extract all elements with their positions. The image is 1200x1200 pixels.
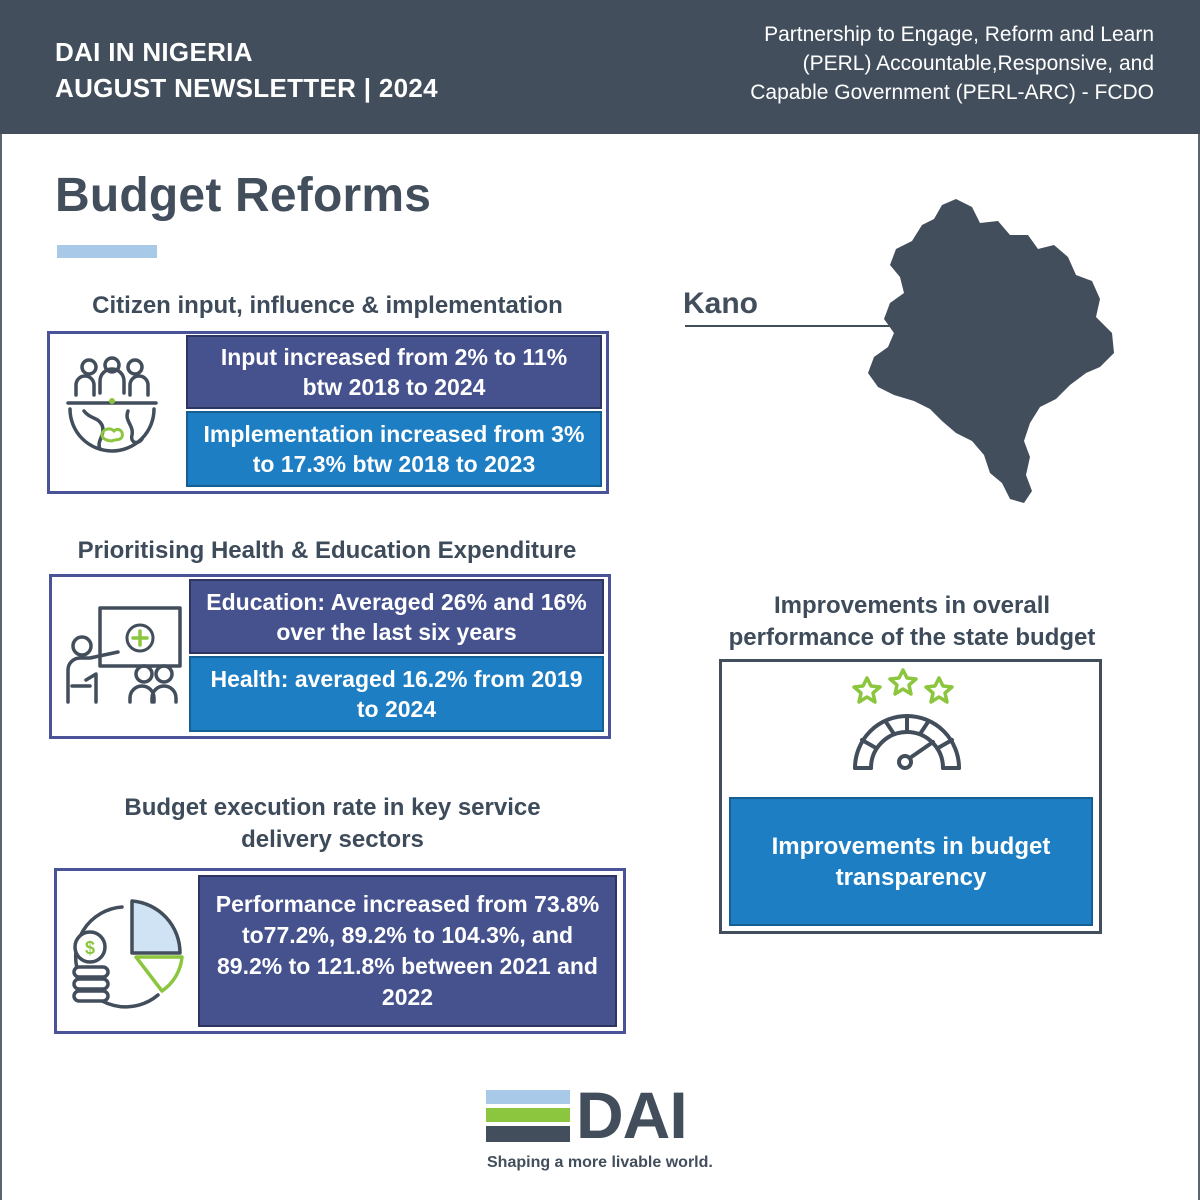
budget-transparency-box: Improvements in budget transparency bbox=[729, 797, 1093, 926]
education-stat: Education: Averaged 26% and 16% over the last six years bbox=[189, 579, 604, 654]
citizen-implementation-stat: Implementation increased from 3% to 17.3% btw 2018 to 2023 bbox=[186, 411, 602, 487]
health-education-heading: Prioritising Health & Education Expenditure bbox=[77, 537, 577, 564]
header-line-1: DAI IN NIGERIA bbox=[55, 37, 253, 67]
dai-logo-bars bbox=[486, 1090, 570, 1144]
header-line-2: AUGUST NEWSLETTER | 2024 bbox=[55, 73, 438, 103]
page-title: Budget Reforms bbox=[55, 169, 432, 222]
program-line-2: (PERL) Accountable,Responsive, and bbox=[802, 52, 1154, 75]
citizen-input-stat: Input increased from 2% to 11% btw 2018 to 2024 bbox=[186, 335, 602, 409]
svg-text:$: $ bbox=[84, 938, 96, 958]
rating-gauge-icon bbox=[845, 668, 975, 783]
program-line-3: Capable Government (PERL-ARC) - FCDO bbox=[750, 81, 1154, 104]
program-name bbox=[654, 20, 1154, 107]
program-line-1: Partnership to Engage, Reform and Learn bbox=[764, 23, 1154, 46]
dai-tagline: Shaping a more livable world. bbox=[487, 1154, 713, 1171]
map-label-kano: Kano bbox=[683, 287, 758, 320]
title-underline bbox=[57, 245, 157, 258]
logo-bar-green bbox=[486, 1108, 570, 1122]
left-border bbox=[0, 134, 2, 1200]
performance-increase-stat: Performance increased from 73.8% to77.2%, 89.2% to 104.3%, and 89.2% to 121.8% between 2021 and 2022 bbox=[198, 875, 617, 1027]
community-globe-icon bbox=[62, 353, 162, 473]
newsletter-title bbox=[55, 34, 438, 106]
logo-bar-slate bbox=[486, 1126, 570, 1142]
budget-execution-heading: Budget execution rate in key service delivery sectors bbox=[124, 794, 541, 853]
performance-heading: Improvements in overall performance of the state budget bbox=[728, 592, 1096, 651]
kano-state-map bbox=[860, 195, 1120, 520]
dai-logo-text: DAI bbox=[576, 1078, 687, 1152]
header-banner bbox=[0, 0, 1200, 134]
logo-bar-blue bbox=[486, 1090, 570, 1104]
teacher-presentation-icon bbox=[60, 602, 185, 717]
health-stat: Health: averaged 16.2% from 2019 to 2024 bbox=[189, 656, 604, 732]
citizen-heading: Citizen input, influence & implementation bbox=[92, 292, 563, 319]
budget-pie-coins-icon bbox=[66, 895, 191, 1015]
